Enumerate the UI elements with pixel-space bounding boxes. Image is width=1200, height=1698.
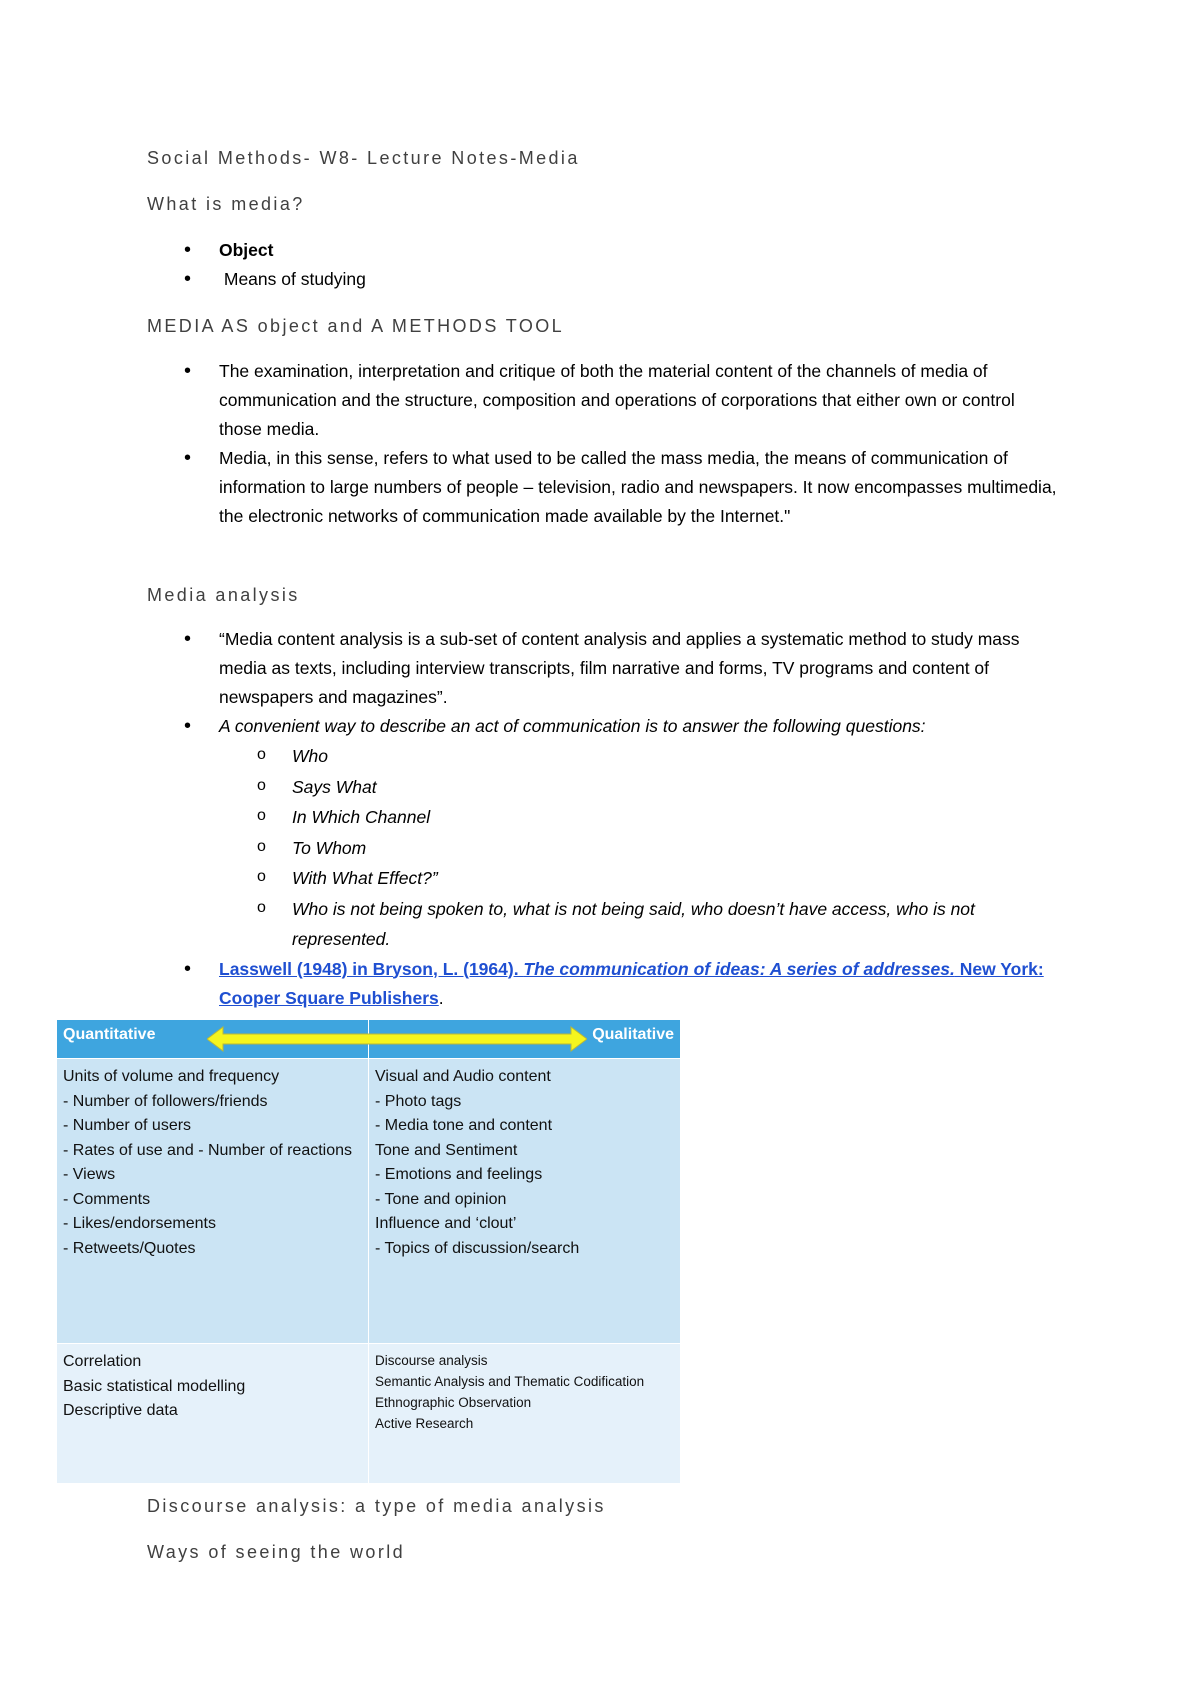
list-item: • The examination, interpretation and critique of both the material content of the channels of media of communication and the structure, composition and operations of corporations that either own or control those media. [0,357,1200,444]
methods-table [57,1020,680,1483]
questions-list [219,741,1060,955]
document-title: Social Methods- W8- Lecture Notes-Media [147,148,580,168]
cell-qualitative-measures: Visual and Audio content - Photo tags - Media tone and content Tone and Sentiment - Emotions and feelings - Tone and opinion Influence and ‘clout’ - Topics of discussion/search [369,1059,680,1343]
heading-media-analysis: Media analysis [147,585,300,605]
question-item: o To Whom [219,833,1060,864]
question-item: o Who is not being spoken to, what is not being said, who doesn’t have access, who is not represented. [219,894,1060,955]
question-item: o In Which Channel [219,802,1060,833]
cell-qualitative-methods: Discourse analysis Semantic Analysis and Thematic Codification Ethnographic Observation Active Research [369,1344,680,1483]
heading-what-is-media: What is media? [147,194,305,214]
heading-media-as-object: MEDIA AS object and A METHODS TOOL [147,316,565,336]
citation-link[interactable]: Lasswell (1948) in Bryson, L. (1964). The communication of ideas: A series of addresses. New York: Cooper Square Publishers [219,958,1044,1008]
header-quantitative: Quantitative [63,1026,156,1043]
header-qualitative: Qualitative [592,1026,674,1043]
question-item: o Says What [219,772,1060,803]
question-item: o Who [219,741,1060,772]
list-item: • A convenient way to describe an act of communication is to answer the following questions: o Who o Says What o In Which Channel o To Whom o With What Effect?” o Who is not being spoken to, what is not being said, who doesn’t have access, who is not represented. [0,712,1200,955]
question-item: o With What Effect?” [219,863,1060,894]
list-item: • “Media content analysis is a sub-set of content analysis and applies a systematic method to study mass media as texts, including interview transcripts, film narrative and forms, TV programs and content of newspapers and magazines”. [0,625,1200,712]
list-item: • Object [0,236,1200,265]
table-header [57,1020,680,1058]
citation-item: • Lasswell (1948) in Bryson, L. (1964). The communication of ideas: A series of addresses. New York: Cooper Square Publishers. [0,955,1200,1013]
heading-ways-of-seeing: Ways of seeing the world [147,1542,406,1562]
cell-quantitative-measures: Units of volume and frequency - Number of followers/friends - Number of users - Rates of use and - Number of reactions - Views - Comments - Likes/endorsements - Retweets/Quotes [57,1059,368,1343]
heading-discourse-analysis: Discourse analysis: a type of media analysis [147,1496,606,1516]
list-media-analysis [0,625,1200,1013]
double-arrow-icon [207,1024,587,1054]
list-item: • Media, in this sense, refers to what used to be called the mass media, the means of communication of information to large numbers of people – television, radio and newspapers. It now encompasses multimedia, the electronic networks of communication made available by the Internet." [0,444,1200,531]
list-what-is-media [0,236,1200,294]
list-media-as-object [0,357,1200,531]
cell-quantitative-methods: Correlation Basic statistical modelling Descriptive data [57,1344,368,1483]
list-item: • Means of studying [0,265,1200,294]
